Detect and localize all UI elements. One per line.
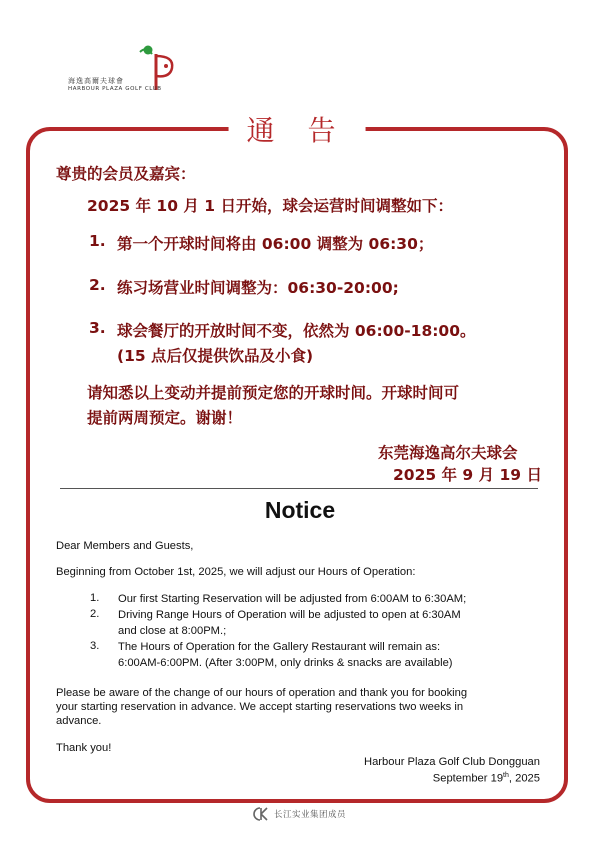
- en-closing-line3: advance.: [56, 715, 102, 727]
- en-item-3-line1: The Hours of Operation for the Gallery Restaurant will remain as:: [118, 641, 441, 653]
- en-item-1-number: 1.: [90, 592, 100, 604]
- section-divider: [60, 488, 538, 489]
- cn-item-2-number: 2.: [89, 276, 106, 294]
- en-item-2-line1: Driving Range Hours of Operation will be adjusted to open at 6:30AM: [118, 609, 461, 621]
- en-signature: Harbour Plaza Golf Club Dongguan: [364, 756, 540, 768]
- en-item-3-line2: 6:00AM-6:00PM. (After 3:00PM, only drinks & snacks are available): [118, 657, 453, 669]
- en-item-2-line2: and close at 8:00PM.;: [118, 625, 227, 637]
- cn-signature: 东莞海逸高尔夫球会: [378, 444, 518, 462]
- cn-date: 2025 年 9 月 19 日: [393, 466, 542, 484]
- cn-greeting: 尊贵的会员及嘉宾：: [56, 165, 196, 183]
- cn-intro: 2025 年 10 月 1 日开始，球会运营时间调整如下：: [87, 197, 453, 215]
- en-thanks: Thank you!: [56, 742, 112, 754]
- cn-item-3-note: (15 点后仅提供饮品及小食): [117, 347, 314, 365]
- en-item-1-line1: Our first Starting Reservation will be adjusted from 6:00AM to 6:30AM;: [118, 593, 467, 605]
- cn-item-1-number: 1.: [89, 232, 106, 250]
- cn-item-3-text: 球会餐厅的开放时间不变，依然为 06:00-18:00。: [117, 322, 476, 340]
- en-intro: Beginning from October 1st, 2025, we will adjust our Hours of Operation:: [56, 566, 416, 578]
- en-item-3-number: 3.: [90, 640, 100, 652]
- cn-closing-line2: 提前两周预定。谢谢！: [87, 409, 243, 427]
- cn-item-1-text: 第一个开球时间将由 06:00 调整为 06:30；: [117, 235, 434, 253]
- en-item-2-number: 2.: [90, 608, 100, 620]
- en-date: September 19th, 2025: [432, 772, 540, 785]
- ck-group-logo-icon: [251, 806, 271, 822]
- footer-group-member-text: 长江实业集团成员: [274, 810, 347, 820]
- en-closing-line1: Please be aware of the change of our hours of operation and thank you for booking: [56, 687, 468, 699]
- en-greeting: Dear Members and Guests,: [56, 540, 194, 552]
- en-closing-line2: your starting reservation in advance. We accept starting reservations two weeks in: [56, 701, 464, 713]
- logo-english-name: HARBOUR PLAZA GOLF CLUB: [68, 86, 162, 92]
- golf-club-logo-icon: [60, 42, 190, 102]
- cn-closing-line1: 请知悉以上变动并提前预定您的开球时间。开球时间可: [87, 384, 460, 402]
- logo-chinese-name: 海逸高爾夫球會: [68, 77, 124, 85]
- cn-item-3-number: 3.: [89, 319, 106, 337]
- notice-en-title: Notice: [264, 497, 336, 523]
- cn-item-2-text: 练习场营业时间调整为：06:30-20:00;: [117, 279, 399, 297]
- notice-cn-title: 通 告: [229, 109, 366, 149]
